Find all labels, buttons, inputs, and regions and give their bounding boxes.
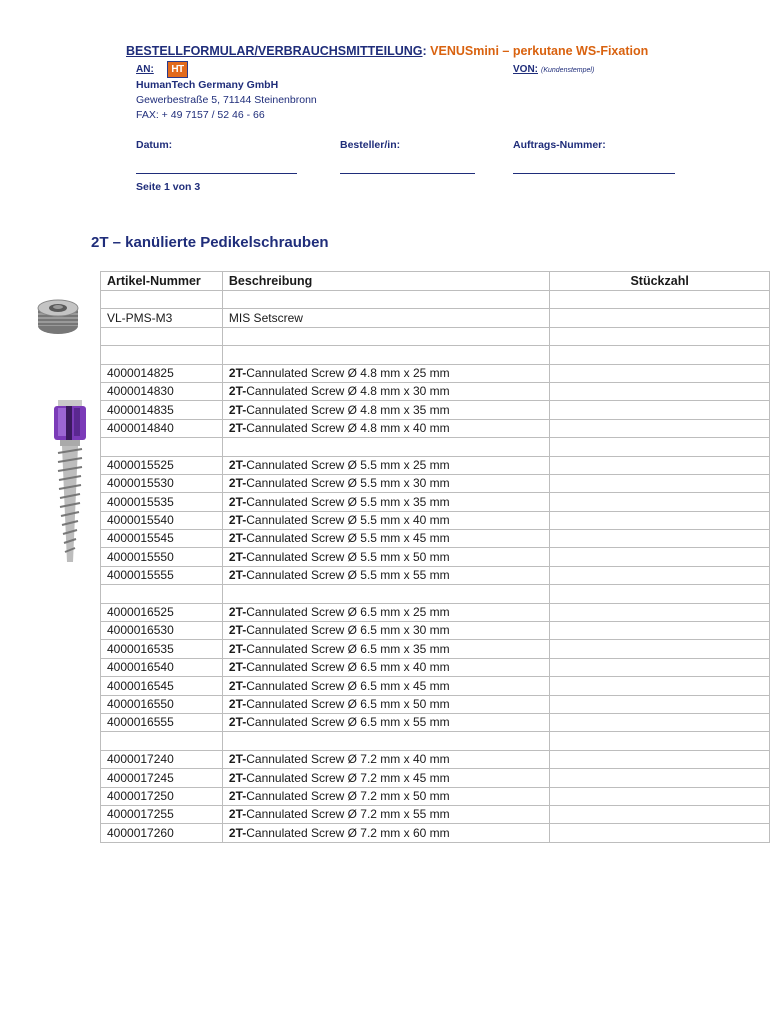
recipient-label: AN:	[136, 64, 154, 75]
table-header-row	[101, 272, 770, 291]
order-number-field[interactable]	[513, 172, 675, 174]
product-prefix: 2T-	[228, 531, 247, 546]
quantity-cell[interactable]	[550, 493, 770, 511]
article-number-cell: 4000015540	[101, 511, 223, 529]
description-cell	[222, 713, 549, 731]
product-description: Cannulated Screw Ø 6.5 mm x 45 mm	[246, 678, 450, 693]
description-cell	[222, 695, 549, 713]
table-row	[101, 585, 770, 603]
sender-note: (Kundenstempel)	[541, 67, 595, 74]
description-cell	[222, 438, 549, 456]
quantity-cell[interactable]	[550, 291, 770, 309]
table-row	[101, 640, 770, 658]
article-number-cell: 4000016530	[101, 622, 223, 640]
description-cell	[222, 382, 549, 400]
article-number-cell: 4000017255	[101, 805, 223, 823]
product-description: Cannulated Screw Ø 5.5 mm x 50 mm	[246, 549, 450, 564]
product-prefix: 2T-	[228, 365, 247, 380]
description-cell	[222, 493, 549, 511]
orderer-field[interactable]	[340, 172, 475, 174]
article-number-cell	[101, 346, 223, 364]
description-cell	[222, 622, 549, 640]
product-prefix: 2T-	[228, 513, 247, 528]
quantity-cell[interactable]	[550, 713, 770, 731]
quantity-cell[interactable]	[550, 346, 770, 364]
description-cell	[222, 419, 549, 437]
product-description: Cannulated Screw Ø 6.5 mm x 30 mm	[246, 623, 450, 638]
table-row	[101, 677, 770, 695]
company-address: Gewerbestraße 5, 71144 Steinenbronn	[136, 94, 317, 106]
humantech-logo	[167, 61, 188, 78]
product-description: Cannulated Screw Ø 5.5 mm x 35 mm	[246, 494, 450, 509]
sender-block	[513, 64, 594, 75]
product-prefix: 2T-	[228, 568, 247, 583]
article-number-cell	[101, 438, 223, 456]
company-name: HumanTech Germany GmbH	[136, 79, 279, 91]
quantity-cell[interactable]	[550, 530, 770, 548]
orderer-label: Besteller/in:	[340, 139, 401, 151]
product-description: Cannulated Screw Ø 5.5 mm x 25 mm	[246, 457, 450, 472]
article-number-cell: 4000016535	[101, 640, 223, 658]
table-row	[101, 438, 770, 456]
product-prefix: 2T-	[228, 752, 247, 767]
product-description: Cannulated Screw Ø 5.5 mm x 40 mm	[246, 513, 450, 528]
table-row	[101, 622, 770, 640]
product-prefix: 2T-	[228, 641, 247, 656]
article-number-cell: 4000017240	[101, 750, 223, 768]
product-description: Cannulated Screw Ø 7.2 mm x 40 mm	[246, 752, 450, 767]
article-number-cell: 4000014840	[101, 419, 223, 437]
description-cell	[222, 677, 549, 695]
quantity-cell[interactable]	[550, 805, 770, 823]
table-row	[101, 346, 770, 364]
quantity-cell[interactable]	[550, 622, 770, 640]
description-cell	[222, 511, 549, 529]
product-description: Cannulated Screw Ø 7.2 mm x 50 mm	[246, 788, 450, 803]
form-title-product: VENUSmini – perkutane WS-Fixation	[430, 44, 649, 58]
table-row	[101, 530, 770, 548]
table-row	[101, 824, 770, 842]
product-description: Cannulated Screw Ø 7.2 mm x 45 mm	[246, 770, 450, 785]
table-row	[101, 658, 770, 676]
article-number-cell: 4000016550	[101, 695, 223, 713]
company-fax: FAX: + 49 7157 / 52 46 - 66	[136, 109, 265, 121]
product-prefix: 2T-	[228, 457, 247, 472]
description-cell	[222, 824, 549, 842]
table-row	[101, 364, 770, 382]
article-number-cell: 4000017245	[101, 769, 223, 787]
quantity-cell[interactable]	[550, 824, 770, 842]
description-cell	[222, 750, 549, 768]
quantity-cell[interactable]	[550, 401, 770, 419]
article-number-cell: 4000015530	[101, 474, 223, 492]
table-row	[101, 548, 770, 566]
product-prefix: 2T-	[228, 696, 247, 711]
article-number-cell: 4000015545	[101, 530, 223, 548]
product-description: Cannulated Screw Ø 6.5 mm x 35 mm	[246, 641, 450, 656]
product-description: MIS Setscrew	[228, 310, 303, 325]
product-prefix: 2T-	[228, 825, 247, 840]
article-number-cell: 4000017250	[101, 787, 223, 805]
product-prefix: 2T-	[228, 678, 247, 693]
article-number-cell	[101, 732, 223, 750]
article-number-cell: 4000016555	[101, 713, 223, 731]
description-cell	[222, 603, 549, 621]
table-row	[101, 474, 770, 492]
product-prefix: 2T-	[228, 476, 247, 491]
article-number-cell: 4000015550	[101, 548, 223, 566]
article-number-cell: 4000016540	[101, 658, 223, 676]
product-description: Cannulated Screw Ø 5.5 mm x 30 mm	[246, 476, 450, 491]
cannulated-screw-image	[50, 398, 90, 568]
article-number-cell	[101, 327, 223, 345]
description-cell	[222, 456, 549, 474]
product-description: Cannulated Screw Ø 5.5 mm x 45 mm	[246, 531, 450, 546]
article-number-cell: 4000014825	[101, 364, 223, 382]
description-cell	[222, 566, 549, 584]
product-description: Cannulated Screw Ø 6.5 mm x 25 mm	[246, 605, 450, 620]
description-cell	[222, 309, 549, 327]
table-body	[101, 291, 770, 843]
table-row	[101, 511, 770, 529]
quantity-cell[interactable]	[550, 585, 770, 603]
table-row	[101, 566, 770, 584]
product-prefix: 2T-	[228, 402, 247, 417]
table-row	[101, 713, 770, 731]
article-number-cell: 4000016525	[101, 603, 223, 621]
table-row	[101, 456, 770, 474]
quantity-cell[interactable]	[550, 787, 770, 805]
form-title-main: BESTELLFORMULAR/VERBRAUCHSMITTEILUNG	[126, 44, 423, 58]
quantity-cell[interactable]	[550, 548, 770, 566]
product-description: Cannulated Screw Ø 5.5 mm x 55 mm	[246, 568, 450, 583]
quantity-cell[interactable]	[550, 640, 770, 658]
table-row	[101, 309, 770, 327]
page-indicator: Seite 1 von 3	[136, 181, 201, 193]
article-number-cell: 4000017260	[101, 824, 223, 842]
article-number-cell: 4000015525	[101, 456, 223, 474]
quantity-cell[interactable]	[550, 695, 770, 713]
article-number-cell: 4000015535	[101, 493, 223, 511]
article-number-cell: VL-PMS-M3	[101, 309, 223, 327]
article-number-header: Artikel-Nummer	[101, 272, 223, 291]
product-prefix: 2T-	[228, 421, 247, 436]
table-row	[101, 382, 770, 400]
table-row	[101, 401, 770, 419]
product-description: Cannulated Screw Ø 6.5 mm x 50 mm	[246, 696, 450, 711]
article-number-cell: 4000016545	[101, 677, 223, 695]
logo-text: HT	[171, 64, 184, 75]
table-row	[101, 419, 770, 437]
table-row	[101, 805, 770, 823]
description-cell	[222, 530, 549, 548]
product-prefix: 2T-	[228, 605, 247, 620]
product-description: Cannulated Screw Ø 4.8 mm x 35 mm	[246, 402, 450, 417]
description-cell	[222, 769, 549, 787]
product-description: Cannulated Screw Ø 6.5 mm x 40 mm	[246, 660, 450, 675]
description-cell	[222, 401, 549, 419]
description-cell	[222, 658, 549, 676]
article-number-cell	[101, 585, 223, 603]
product-description: Cannulated Screw Ø 4.8 mm x 25 mm	[246, 365, 450, 380]
quantity-cell[interactable]	[550, 603, 770, 621]
product-prefix: 2T-	[228, 715, 247, 730]
product-description: Cannulated Screw Ø 7.2 mm x 55 mm	[246, 807, 450, 822]
description-cell	[222, 291, 549, 309]
quantity-cell[interactable]	[550, 769, 770, 787]
table-row	[101, 493, 770, 511]
table-row	[101, 732, 770, 750]
product-prefix: 2T-	[228, 623, 247, 638]
quantity-cell[interactable]	[550, 566, 770, 584]
article-number-cell: 4000014835	[101, 401, 223, 419]
description-cell	[222, 787, 549, 805]
description-cell	[222, 732, 549, 750]
product-prefix: 2T-	[228, 660, 247, 675]
quantity-cell[interactable]	[550, 511, 770, 529]
table-row	[101, 603, 770, 621]
quantity-cell[interactable]	[550, 364, 770, 382]
description-cell	[222, 364, 549, 382]
quantity-cell[interactable]	[550, 732, 770, 750]
description-cell	[222, 805, 549, 823]
quantity-cell[interactable]	[550, 309, 770, 327]
product-description: Cannulated Screw Ø 4.8 mm x 40 mm	[246, 421, 450, 436]
description-cell	[222, 474, 549, 492]
product-prefix: 2T-	[228, 788, 247, 803]
product-prefix: 2T-	[228, 807, 247, 822]
section-title: 2T – kanülierte Pedikelschrauben	[91, 234, 329, 251]
article-number-cell	[101, 291, 223, 309]
description-cell	[222, 327, 549, 345]
description-cell	[222, 585, 549, 603]
date-field[interactable]	[136, 172, 297, 174]
product-description: Cannulated Screw Ø 7.2 mm x 60 mm	[246, 825, 450, 840]
product-prefix: 2T-	[228, 770, 247, 785]
description-cell	[222, 548, 549, 566]
order-table	[100, 271, 770, 843]
order-number-label: Auftrags-Nummer:	[513, 139, 606, 151]
table-row	[101, 769, 770, 787]
form-title	[126, 44, 648, 58]
description-cell	[222, 346, 549, 364]
table-row	[101, 327, 770, 345]
table-row	[101, 695, 770, 713]
description-header: Beschreibung	[222, 272, 549, 291]
date-label: Datum:	[136, 139, 173, 151]
sender-label: VON:	[513, 64, 538, 75]
product-prefix: 2T-	[228, 384, 247, 399]
quantity-cell[interactable]	[550, 750, 770, 768]
product-prefix: 2T-	[228, 494, 247, 509]
quantity-cell[interactable]	[550, 456, 770, 474]
quantity-header: Stückzahl	[550, 272, 770, 291]
quantity-cell[interactable]	[550, 419, 770, 437]
table-row	[101, 291, 770, 309]
article-number-cell: 4000014830	[101, 382, 223, 400]
product-prefix: 2T-	[228, 549, 247, 564]
article-number-cell: 4000015555	[101, 566, 223, 584]
quantity-cell[interactable]	[550, 382, 770, 400]
table-row	[101, 787, 770, 805]
quantity-cell[interactable]	[550, 677, 770, 695]
description-cell	[222, 640, 549, 658]
quantity-cell[interactable]	[550, 658, 770, 676]
setscrew-image	[34, 296, 82, 336]
quantity-cell[interactable]	[550, 438, 770, 456]
product-description: Cannulated Screw Ø 4.8 mm x 30 mm	[246, 384, 450, 399]
table-row	[101, 750, 770, 768]
form-title-separator: :	[422, 44, 431, 58]
quantity-cell[interactable]	[550, 327, 770, 345]
product-description: Cannulated Screw Ø 6.5 mm x 55 mm	[246, 715, 450, 730]
quantity-cell[interactable]	[550, 474, 770, 492]
